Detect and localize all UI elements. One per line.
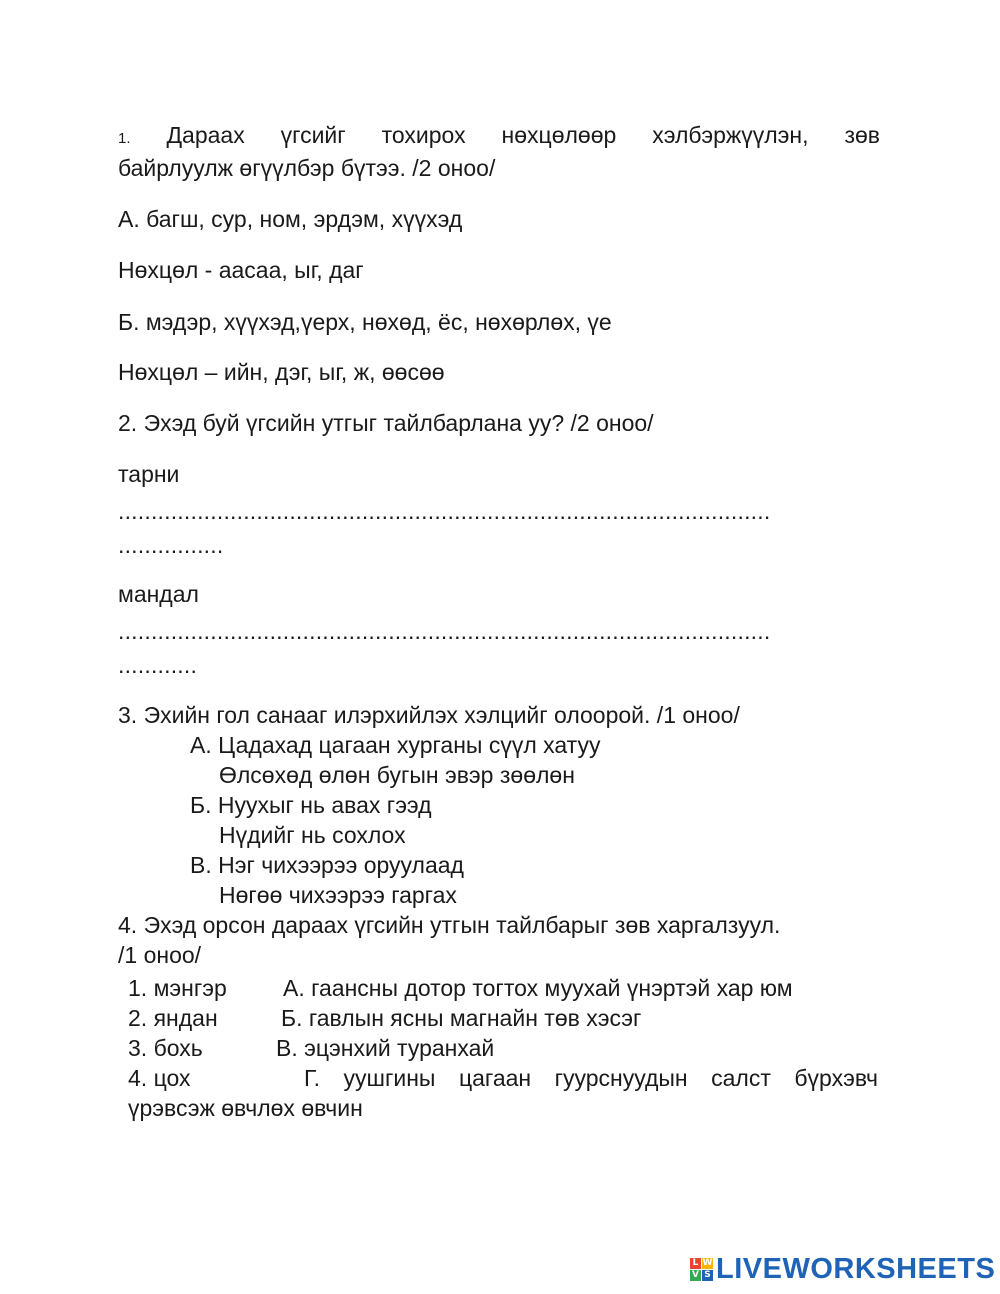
q2-answer-line-1a[interactable]: ................................................................................................... xyxy=(118,498,771,524)
q4-word-4[interactable]: 4. цох xyxy=(128,1065,191,1091)
q4-definition-d-line2: үрэвсэж өвчлөх өвчин xyxy=(128,1095,363,1121)
liveworksheets-logo[interactable] xyxy=(690,1254,995,1284)
q3-option-b-line1: Б. Нуухыг нь авах гээд xyxy=(190,792,432,818)
q1-line2: байрлуулж өгүүлбэр бүтээ. /2 оноо/ xyxy=(118,155,496,181)
q2-title: 2. Эхэд буй үгсийн утгыг тайлбарлана уу? /2 оноо/ xyxy=(118,410,654,436)
q2-word-tarni: тарни xyxy=(118,461,180,487)
q1-option-a: А. багш, сур, ном, эрдэм, хүүхэд xyxy=(118,206,463,232)
q4-word-3[interactable]: 3. бохь xyxy=(128,1035,203,1061)
q1-suffix-b: Нөхцөл – ийн, дэг, ыг, ж, өөсөө xyxy=(118,359,445,385)
q2-answer-line-1b[interactable]: ................ xyxy=(118,532,224,558)
q4-title-line1: 4. Эхэд орсон дараах үгсийн утгын тайлбарыг зөв харгалзуул. xyxy=(118,912,781,938)
liveworksheets-wordmark: LIVEWORKSHEETS xyxy=(716,1252,996,1285)
q1-line1: 1. Дараах үгсийг тохирох нөхцөлөөр хэлбэржүүлэн, зөв xyxy=(118,122,881,148)
q4-title-line2: /1 оноо/ xyxy=(118,942,202,968)
q1-suffix-a: Нөхцөл - аасаа, ыг, даг xyxy=(118,257,364,283)
q3-option-b-line2: Нүдийг нь сохлох xyxy=(219,822,406,848)
q3-option-c-line2: Нөгөө чихээрээ гаргах xyxy=(219,882,457,908)
q3-option-a-line2: Өлсөхөд өлөн бугын эвэр зөөлөн xyxy=(219,762,575,788)
q4-word-1[interactable]: 1. мэнгэр xyxy=(128,975,227,1001)
q2-answer-line-2a[interactable]: ................................................................................................... xyxy=(118,618,771,644)
q2-answer-line-2b[interactable]: ............ xyxy=(118,652,198,678)
q2-word-mandal: мандал xyxy=(118,581,199,607)
q3-option-c-line1: В. Нэг чихээрээ оруулаад xyxy=(190,852,464,878)
q4-definition-c[interactable]: В. эцэнхий туранхай xyxy=(276,1035,495,1061)
q3-option-a-line1: А. Цадахад цагаан хурганы сүүл хатуу xyxy=(190,732,601,758)
q4-word-2[interactable]: 2. яндан xyxy=(128,1005,218,1031)
q4-definition-d-line1[interactable]: Г. уушгины цагаан гуурснуудын салст бүрхэвч xyxy=(304,1065,878,1091)
liveworksheets-mark-icon: L W V S xyxy=(690,1258,713,1281)
q3-title: 3. Эхийн гол санааг илэрхийлэх хэлцийг олоорой. /1 оноо/ xyxy=(118,702,740,728)
q4-definition-b[interactable]: Б. гавлын ясны магнайн төв хэсэг xyxy=(281,1005,642,1031)
q1-option-b: Б. мэдэр, хүүхэд,үерх, нөхөд, ёс, нөхөрлөх, үе xyxy=(118,309,612,335)
q4-definition-a[interactable]: А. гаансны дотор тогтох муухай үнэртэй хар юм xyxy=(283,975,793,1001)
q1-number: 1. xyxy=(118,130,131,147)
